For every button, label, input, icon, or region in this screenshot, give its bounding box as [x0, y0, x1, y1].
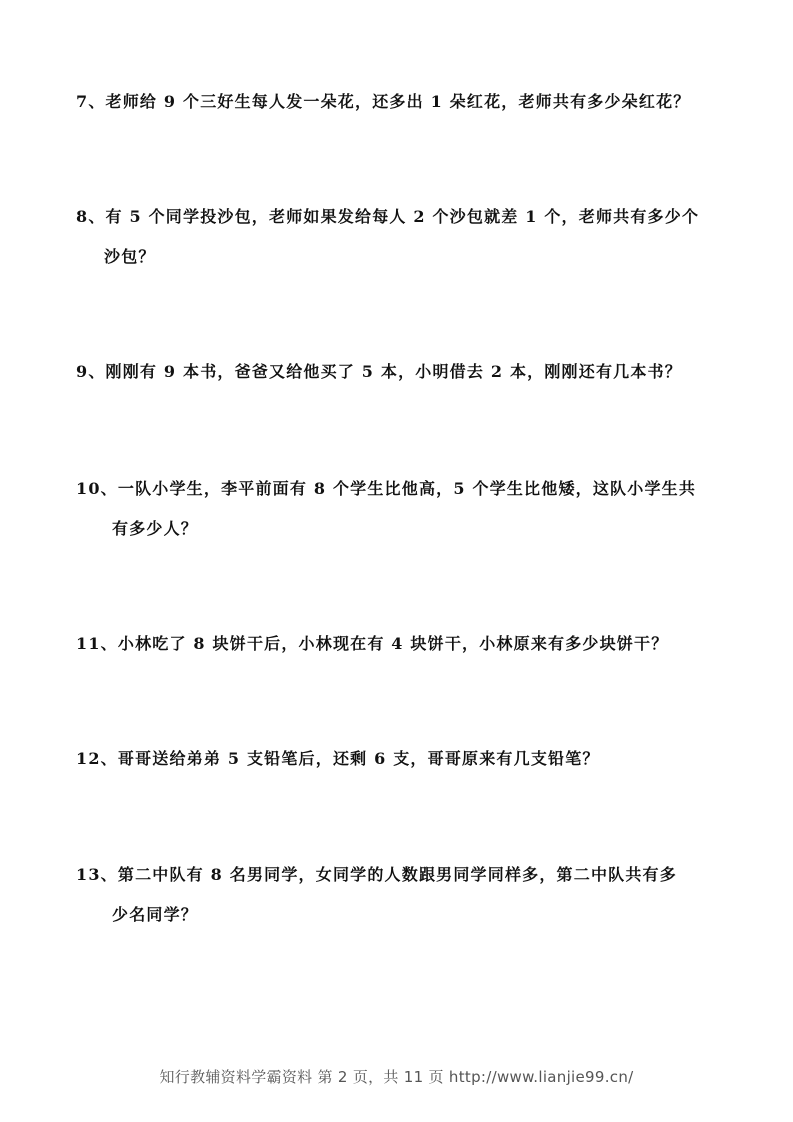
- question-text: 7、老师给 9 个三好生每人发一朵花，还多出 1 朵红花，老师共有多少朵红花？: [76, 92, 691, 111]
- question-12: [76, 739, 726, 779]
- question-13: [76, 855, 726, 935]
- question-text-continued: 有多少人？: [112, 519, 199, 538]
- question-text: 12、哥哥送给弟弟 5 支铅笔后，还剩 6 支，哥哥原来有几支铅笔？: [76, 749, 600, 768]
- question-8: [76, 197, 726, 277]
- question-text: 9、刚刚有 9 本书，爸爸又给他买了 5 本，小明借去 2 本，刚刚还有几本书？: [76, 362, 682, 381]
- page-footer: 知行教辅资料学霸资料 第 2 页，共 11 页 http://www.lianjie99.cn/: [159, 1068, 634, 1086]
- question-text: 8、有 5 个同学投沙包，老师如果发给每人 2 个沙包就差 1 个，老师共有多少个: [76, 207, 700, 226]
- question-text: 13、第二中队有 8 名男同学，女同学的人数跟男同学同样多，第二中队共有多: [76, 865, 677, 884]
- question-text-continued: 少名同学？: [112, 905, 199, 924]
- question-text: 10、一队小学生，李平前面有 8 个学生比他高，5 个学生比他矮，这队小学生共: [76, 479, 697, 498]
- question-text: 11、小林吃了 8 块饼干后，小林现在有 4 块饼干，小林原来有多少块饼干？: [76, 634, 669, 653]
- question-10: [76, 469, 726, 549]
- question-text-continued: 沙包？: [104, 247, 156, 266]
- question-9: [76, 352, 726, 392]
- question-11: [76, 624, 726, 664]
- question-7: [76, 82, 726, 122]
